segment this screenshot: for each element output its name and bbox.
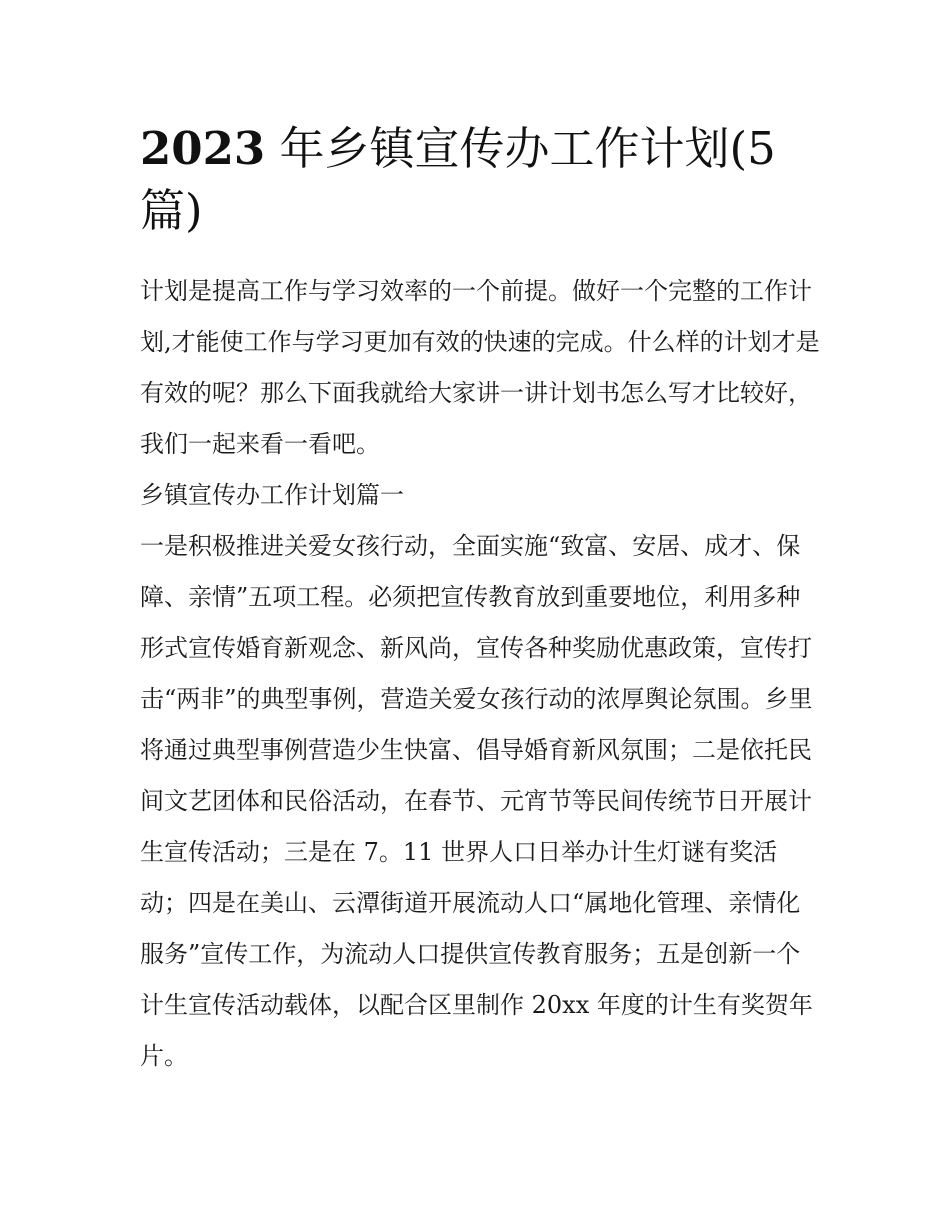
intro-paragraph: 计划是提高工作与学习效率的一个前提。做好一个完整的工作计划,才能使工作与学习更加有效的快速的完成。什么样的计划才是有效的呢？那么下面我就给大家讲一讲计划书怎么写才比较好，我们一起来看一看吧。 xyxy=(140,277,820,458)
title-year: 2023 xyxy=(140,122,266,175)
document-content xyxy=(140,118,820,1082)
document-title xyxy=(140,118,820,242)
body-paragraph: 一是积极推进关爱女孩行动，全面实施“致富、安居、成才、保障、亲情”五项工程。必须把宣传教育放到重要地位，利用多种形式宣传婚育新观念、新风尚，宣传各种奖励优惠政策，宣传打击“两非”的典型事例，营造关爱女孩行动的浓厚舆论氛围。乡里将通过典型事例营造少生快富、倡导婚育新风氛围；二是依托民间文艺团体和民俗活动，在春节、元宵节等民间传统节日开展计生宣传活动；三是在 7。11 世界人口日举办计生灯谜有奖活动；四是在美山、云潭街道开展流动人口“属地化管理、亲情化服务”宣传工作，为流动人口提供宣传教育服务；五是创新一个计生宣传活动载体，以配合区里制作 20xx 年度的计生有奖贺年片。 xyxy=(140,532,813,1070)
section-heading: 乡镇宣传办工作计划篇一 xyxy=(140,481,404,509)
title-text: 年乡镇宣传办工作计划(5篇) xyxy=(140,122,776,237)
